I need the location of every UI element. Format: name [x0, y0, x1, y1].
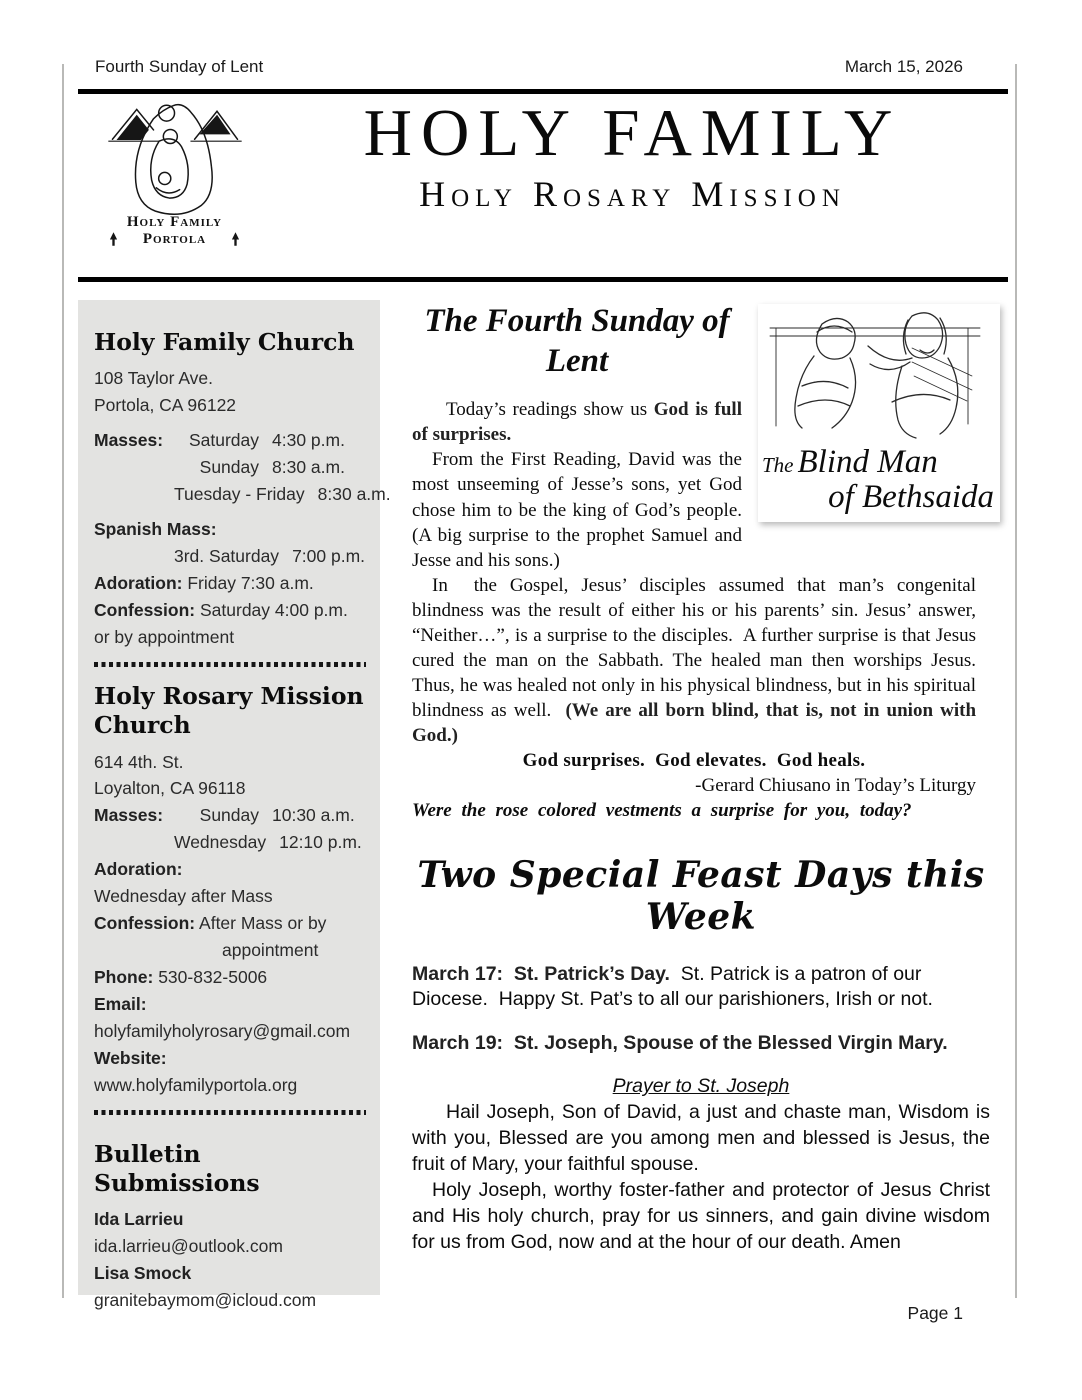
church1-address-line1: 108 Taylor Ave. [94, 368, 214, 389]
church2-address-line1: 614 4th. St. [94, 751, 184, 772]
blind-man-illustration [762, 308, 988, 446]
church1-confession: Confession: Saturday 4:00 p.m. [94, 599, 348, 620]
article-attribution: -Gerard Chiusano in Today’s Liturgy [695, 775, 976, 797]
march17-paragraph: March 17: St. Patrick’s Day. St. Patrick is a patron of our Diocese. Happy St. Pat’s to all our parishioners, Irish or not. [412, 962, 933, 1011]
logo-caption-line2: Portola [142, 230, 207, 247]
header-right-date: March 15, 2026 [844, 57, 963, 76]
prayer-paragraph-1: Hail Joseph, Son of David, a just and chaste man, Wisdom is with you, Blessed are you among men and blessed is Jesus, the fruit of Mary, your faithful spouse. [412, 1101, 996, 1176]
masthead-titles [257, 98, 1008, 270]
prayer-paragraph-2: Holy Joseph, worthy foster-father and protector of Jesus Christ and His holy church, pray for us sinners, and gain divine wisdom for us from God, now and at the hour of our death. Amen [412, 1179, 996, 1253]
page-header [95, 57, 963, 77]
header-rule-top [78, 89, 1008, 94]
article-paragraph-3: In the Gospel, Jesus’ disciples assumed that man’s congenital blindness was the result of either his or his parents’ sin. Jesus’ answer, “Neither…”, is a surprise to the disciples. A further surprise is that Jesus cured the man on the Sabbath. The healed man then worships Jesus. Thus, he was healed not only in his physical blindness, but in his spiritual blindness as well. (We are all born blind, that is, not in union with God.) [412, 574, 986, 747]
church1-mass-row: Sunday 8:30 a.m. [199, 457, 345, 478]
church2-adoration-value: Wednesday after Mass [94, 886, 273, 907]
dotted-divider [94, 1110, 366, 1115]
church1-mass-row: Masses: Saturday 4:30 p.m. [94, 430, 345, 451]
dotted-divider [94, 662, 366, 667]
church1-adoration: Adoration: Friday 7:30 a.m. [94, 572, 314, 593]
parish-logo [78, 98, 257, 270]
info-sidebar [78, 300, 391, 1311]
contact-name: Ida Larrieu [94, 1209, 184, 1230]
page-number: Page 1 [907, 1303, 963, 1323]
phone-row: Phone: 530-832-5006 [94, 967, 268, 987]
header-left-title: Fourth Sunday of Lent [95, 57, 264, 76]
church2-confession-line2: appointment [222, 940, 319, 961]
sidebar-section-holy-family-church [94, 328, 391, 651]
page-edge-line-right [1015, 64, 1017, 1298]
tree-icon [109, 232, 118, 246]
email-label: Email: [94, 993, 147, 1014]
church2-adoration-label: Adoration: [94, 859, 183, 880]
figure-caption-line2: of Bethsaida [828, 479, 994, 515]
lent-article [412, 302, 994, 824]
church1-heading: Holy Family Church [94, 328, 355, 356]
feast-days-section [412, 853, 996, 1256]
figure-caption-line1: The Blind Man [762, 444, 938, 480]
prayer-block [412, 1075, 996, 1256]
church1-address-line2: Portola, CA 96122 [94, 395, 237, 416]
feast-heading: Two Special Feast Days this Week [417, 853, 985, 938]
logo-caption [92, 214, 257, 247]
contact-email: granitebaymom@icloud.com [94, 1290, 317, 1311]
website-label: Website: [94, 1047, 167, 1068]
sidebar-section-bulletin-submissions [94, 1140, 368, 1315]
masthead [78, 98, 1008, 270]
tree-icon [231, 232, 240, 246]
church2-address-line2: Loyalton, CA 96118 [94, 778, 246, 799]
email-value: holyfamilyholyrosary@gmail.com [94, 1020, 351, 1041]
sidebar-section-holy-rosary-church [94, 682, 368, 1099]
website-value: www.holyfamilyportola.org [94, 1074, 298, 1095]
contact-name: Lisa Smock [94, 1263, 192, 1284]
logo-caption-line1: Holy Family [126, 214, 223, 230]
spanish-mass-label: Spanish Mass: [94, 519, 217, 540]
church2-confession: Confession: After Mass or by [94, 913, 327, 934]
prayer-title: Prayer to St. Joseph [612, 1075, 790, 1098]
article-heading: The Fourth Sunday of Lent [424, 303, 730, 379]
contact-email: ida.larrieu@outlook.com [94, 1236, 283, 1257]
church2-mass-row: Masses: Sunday 10:30 a.m. [94, 805, 355, 826]
article-tagline: God surprises. God elevates. God heals. [522, 750, 866, 772]
main-column [412, 300, 996, 1256]
page-edge-line-left [62, 64, 64, 1298]
article-question: Were the rose colored vestments a surprise for you, today? [412, 800, 912, 822]
church2-heading: Holy Rosary Mission Church [94, 681, 364, 740]
parish-title: HOLY FAMILY [363, 96, 902, 170]
spanish-mass-row: 3rd. Saturday 7:00 p.m. [174, 546, 366, 566]
church1-mass-row: Tuesday - Friday 8:30 a.m. [174, 484, 391, 505]
holy-family-logo-icon [105, 98, 245, 216]
church2-mass-row: Wednesday 12:10 p.m. [174, 832, 362, 853]
blind-man-figure [758, 304, 1000, 522]
church1-confession-line2: or by appointment [94, 626, 235, 647]
article-paragraph-1: Today’s readings show us God is full of surprises. [412, 399, 747, 446]
parish-subtitle: Holy Rosary Mission [419, 174, 846, 214]
march19-paragraph: March 19: St. Joseph, Spouse of the Blessed Virgin Mary. [412, 1032, 948, 1055]
bulletin-heading: Bulletin Submissions [94, 1139, 260, 1198]
article-paragraph-2: From the First Reading, David was the most unseeming of Jesse’s sons, yet God chose him to be the king of God’s people. (A big surprise to the prophet Samuel and Jesse and his sons.) [412, 449, 752, 571]
header-rule-bottom [78, 277, 1008, 282]
